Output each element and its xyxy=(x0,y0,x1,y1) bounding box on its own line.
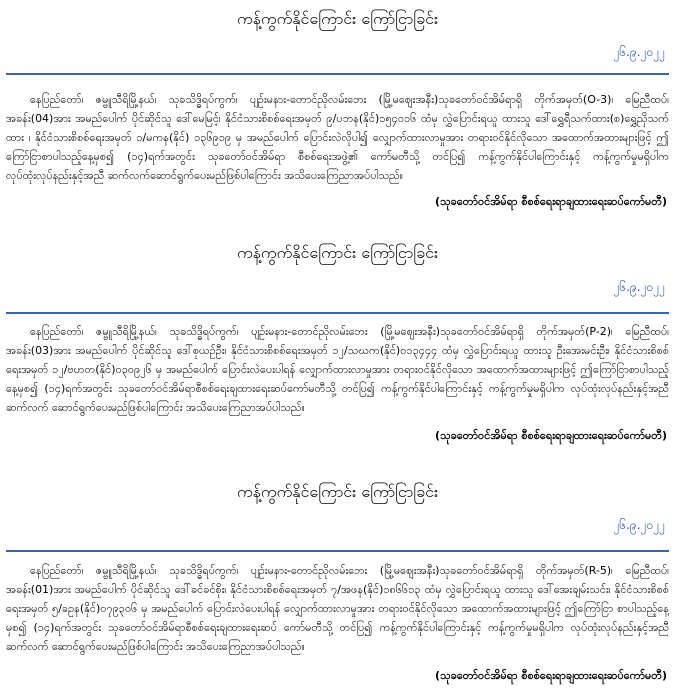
notice-3-signature: (သုခတော်ဝင်အိမ်ရာ စီစစ်ရေးရာချထားရေးဆပ်ကော်မတီ) xyxy=(434,669,667,682)
notice-2-date: ၂၆.၉.၂၀၂၂ xyxy=(613,280,665,294)
notice-3-body: နေပြည်တော်၊ ဇမ္ဗူသီရိမြို့နယ်၊ သုခသိဒ္ဓိရပ်ကွက်၊ ပျဉ်းမနား-တောင်ညိုလမ်းဘေး (မြို့မဈေးအနီး)သုခတော်ဝင်အိမ်ရာရှိ တိုက်အမှတ်(R-5)၊ မြေညီထပ်၊ အခန်း(01)အား အမည်ပေါက် ပိုင်ဆိုင်သူ ဒေါ်ခင်ခင်စိုး၊ နိုင်ငံသားစိစစ်ရေးအမှတ် ၇/အဖန(နိုင်)၁၈၆၆၁၃ ထံမှ လွှဲပြောင်းရယူ ထားသူ ဒေါ်အေးချမ်းသင်း၊ နိုင်ငံသားစိစစ်ရေးအမှတ် ၅/ခဥန(နိုင်)၀၇၉၃၀၆ မှ အမည်ပေါက် ပြောင်းလဲပေးပါရန် လျှောက်ထားလာမှုအား တရားဝင်နိုင်လိုသော အထောက်အထားများဖြင့် ဤကြော်ငြာ စာပါသည့်နေ့မှစ၍ (၁၄)ရက်အတွင်း သုခတော်ဝင်အိမ်ရာစီစစ်ရေးချထားရေးဆပ် ကော်မတီသို့ တင်ပြ၍ ကန့်ကွက်နိုင်ပါကြောင်းနှင့် ကန့်ကွက်မှုမရှိပါက လုပ်ထုံးလုပ်နည်းနှင့်အညီ ဆက်လက် ဆောင်ရွက်ပေးမည်ဖြစ်ပါကြောင်း အသိပေးကြေညာအပ်ပါသည်။ xyxy=(6,564,669,653)
notice-1-date: ၂၆.၉.၂၀၂၂ xyxy=(613,45,665,59)
notice-2-signature: (သုခတော်ဝင်အိမ်ရာ စီစစ်ရေးရာချထားရေးဆပ်ကော်မတီ) xyxy=(434,429,667,442)
notice-1-title: ကန့်ကွက်နိုင်ကြောင်း ကြော်ငြာခြင်း xyxy=(236,9,439,28)
notice-2-body: နေပြည်တော်၊ ဇမ္ဗူသီရိမြို့နယ်၊ သုခသိဒ္ဓိရပ်ကွက်၊ ပျဉ်းမနား-တောင်ညိုလမ်းဘေး (မြို့မဈေးအနီး)သုခတော်ဝင်အိမ်ရာရှိ တိုက်အမှတ်(P-2)၊ မြေညီထပ်၊ အခန်း(03)အား အမည်ပေါက် ပိုင်ဆိုင်သူ ဒေါ်စုယဉ်ဦး၊ နိုင်ငံသားစိစစ်ရေးအမှတ် ၁၂/သဃက(နိုင်)၀၁၃၄၄၄ ထံမှ လွှဲပြောင်းရယူ ထားသူ ဦးအေးမင်းဦး၊ နိုင်ငံသားစိစစ်ရေးအမှတ် ၁၂/ဗဟတ(နိုင်)၀၃၀၉၂၆ မှ အမည်ပေါက် ပြောင်းလဲပေးပါရန် လျှောက်ထားလာမှုအား တရားဝင်နိုင်လိုသော အထောက်အထားများဖြင့် ဤကြော်ငြာစာပါသည့်နေ့မှစ၍ (၁၄)ရက်အတွင်း သုခတော်ဝင်အိမ်ရာစီစစ်ရေးချထားရေးဆပ်ကော်မတီသို့ တင်ပြ၍ ကန့်ကွက်နိုင်ပါကြောင်းနှင့် ကန့်ကွက်မှုမရှိပါက လုပ်ထုံးလုပ်နည်းနှင့်အညီ ဆက်လက် ဆောင်ရွက်ပေးမည်ဖြစ်ပါကြောင်း အသိပေးကြေညာအပ်ပါသည်။ xyxy=(6,325,669,414)
notice-3-title: ကန့်ကွက်နိုင်ကြောင်း ကြော်ငြာခြင်း xyxy=(236,482,439,501)
notice-3-divider xyxy=(6,550,669,552)
notice-2-divider xyxy=(6,312,669,314)
notice-2-title: ကန့်ကွက်နိုင်ကြောင်း ကြော်ငြာခြင်း xyxy=(236,243,439,262)
notice-1-divider xyxy=(6,73,669,75)
notice-1-signature: (သုခတော်ဝင်အိမ်ရာ စီစစ်ရေးရာချထားရေးဆပ်ကော်မတီ) xyxy=(434,195,667,208)
notice-3-date: ၂၆.၉.၂၀၂၂ xyxy=(613,518,665,532)
notice-1-body: နေပြည်တော်၊ ဇမ္ဗူသီရိမြို့နယ်၊ သုခသိဒ္ဓိရပ်ကွက်၊ ပျဉ်းမနား-တောင်ညိုလမ်းဘေး (မြို့မဈေးအနီး)သုခတော်ဝင်အိမ်ရာရှိ တိုက်အမှတ်(O-3)၊ မြေညီထပ်၊ အခန်း(04)အား အမည်ပေါက် ပိုင်ဆိုင်သူ ဒေါ်မေမြင့်၊ နိုင်ငံသားစိစစ်ရေးအမှတ် ၉/ပဘန(နိုင်)၁၅၄၀၁၆ ထံမှ လွှဲပြောင်းရယူ ထားသူ ဒေါ်ရွှေရီသက်ထား(စ)ရွှေညှိသက်ထား ၊ နိုင်ငံသားစိစစ်ရေးအမှတ် ၁/မကန(နိုင်) ၁၃၆၉၁၉ မှ အမည်ပေါက် ပြောင်းလဲလိုပါ၍ လျှောက်ထားလာမှုအား တရားဝင်နိုင်လိုသော အထောက်အထားများဖြင့် ဤကြော်ငြာစာပါသည့်နေ့မှစ၍ (၁၄)ရက်အတွင်း သုခတော်ဝင်အိမ်ရာ စီစစ်ရေးအဖွဲ့၏ ကော်မတီသို့ တင်ပြ၍ ကန့်ကွက်နိုင်ပါကြောင်းနှင့် ကန့်ကွက်မှုမရှိပါက လုပ်ထုံးလုပ်နည်းနှင့်အညီ ဆက်လက်ဆောင်ရွက်ပေးမည်ဖြစ်ပါကြောင်း အသိပေးကြေညာအပ်ပါသည်။ xyxy=(6,93,669,182)
